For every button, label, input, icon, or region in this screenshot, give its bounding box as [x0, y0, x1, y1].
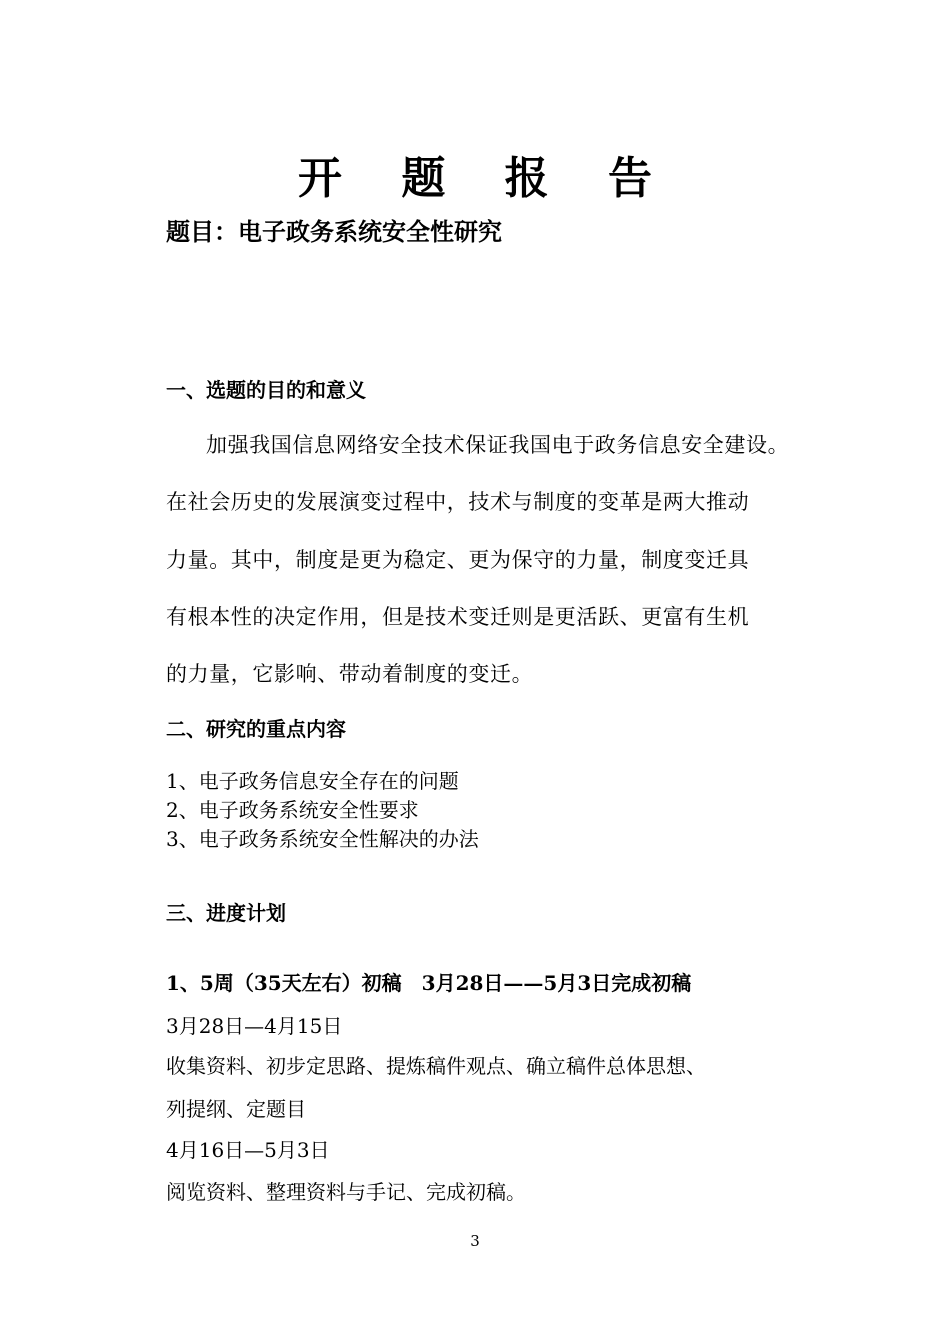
list-item: 2、电子政务系统安全性要求 [166, 798, 419, 822]
document-title: 开 题 报 告 [298, 153, 674, 204]
paragraph-line: 加强我国信息网络安全技术保证我国电于政务信息安全建设。 [206, 433, 790, 457]
plan-line: 列提纲、定题目 [166, 1097, 306, 1121]
list-item: 1、电子政务信息安全存在的问题 [166, 769, 459, 793]
plan-line: 3月28日—4月15日 [166, 1014, 343, 1038]
section2-heading: 二、研究的重点内容 [166, 717, 346, 741]
paragraph-line: 力量。其中，制度是更为稳定、更为保守的力量，制度变迁具 [166, 548, 750, 572]
page-number: 3 [470, 1232, 480, 1250]
paragraph-line: 在社会历史的发展演变过程中，技术与制度的变革是两大推动 [166, 490, 750, 514]
plan-line: 阅览资料、整理资料与手记、完成初稿。 [166, 1180, 526, 1204]
plan-line: 4月16日—5月3日 [166, 1138, 330, 1162]
paragraph-line: 的力量，它影响、带动着制度的变迁。 [166, 662, 534, 686]
section3-heading: 三、进度计划 [166, 901, 286, 925]
plan-title: 1、5周（35天左右）初稿 3月28日——5月3日完成初稿 [166, 971, 692, 995]
section1-heading: 一、选题的目的和意义 [166, 378, 366, 402]
document-subject: 题目：电子政务系统安全性研究 [166, 217, 502, 246]
list-item: 3、电子政务系统安全性解决的办法 [166, 827, 479, 851]
paragraph-line: 有根本性的决定作用，但是技术变迁则是更活跃、更富有生机 [166, 605, 750, 629]
plan-line: 收集资料、初步定思路、提炼稿件观点、确立稿件总体思想、 [166, 1054, 706, 1078]
